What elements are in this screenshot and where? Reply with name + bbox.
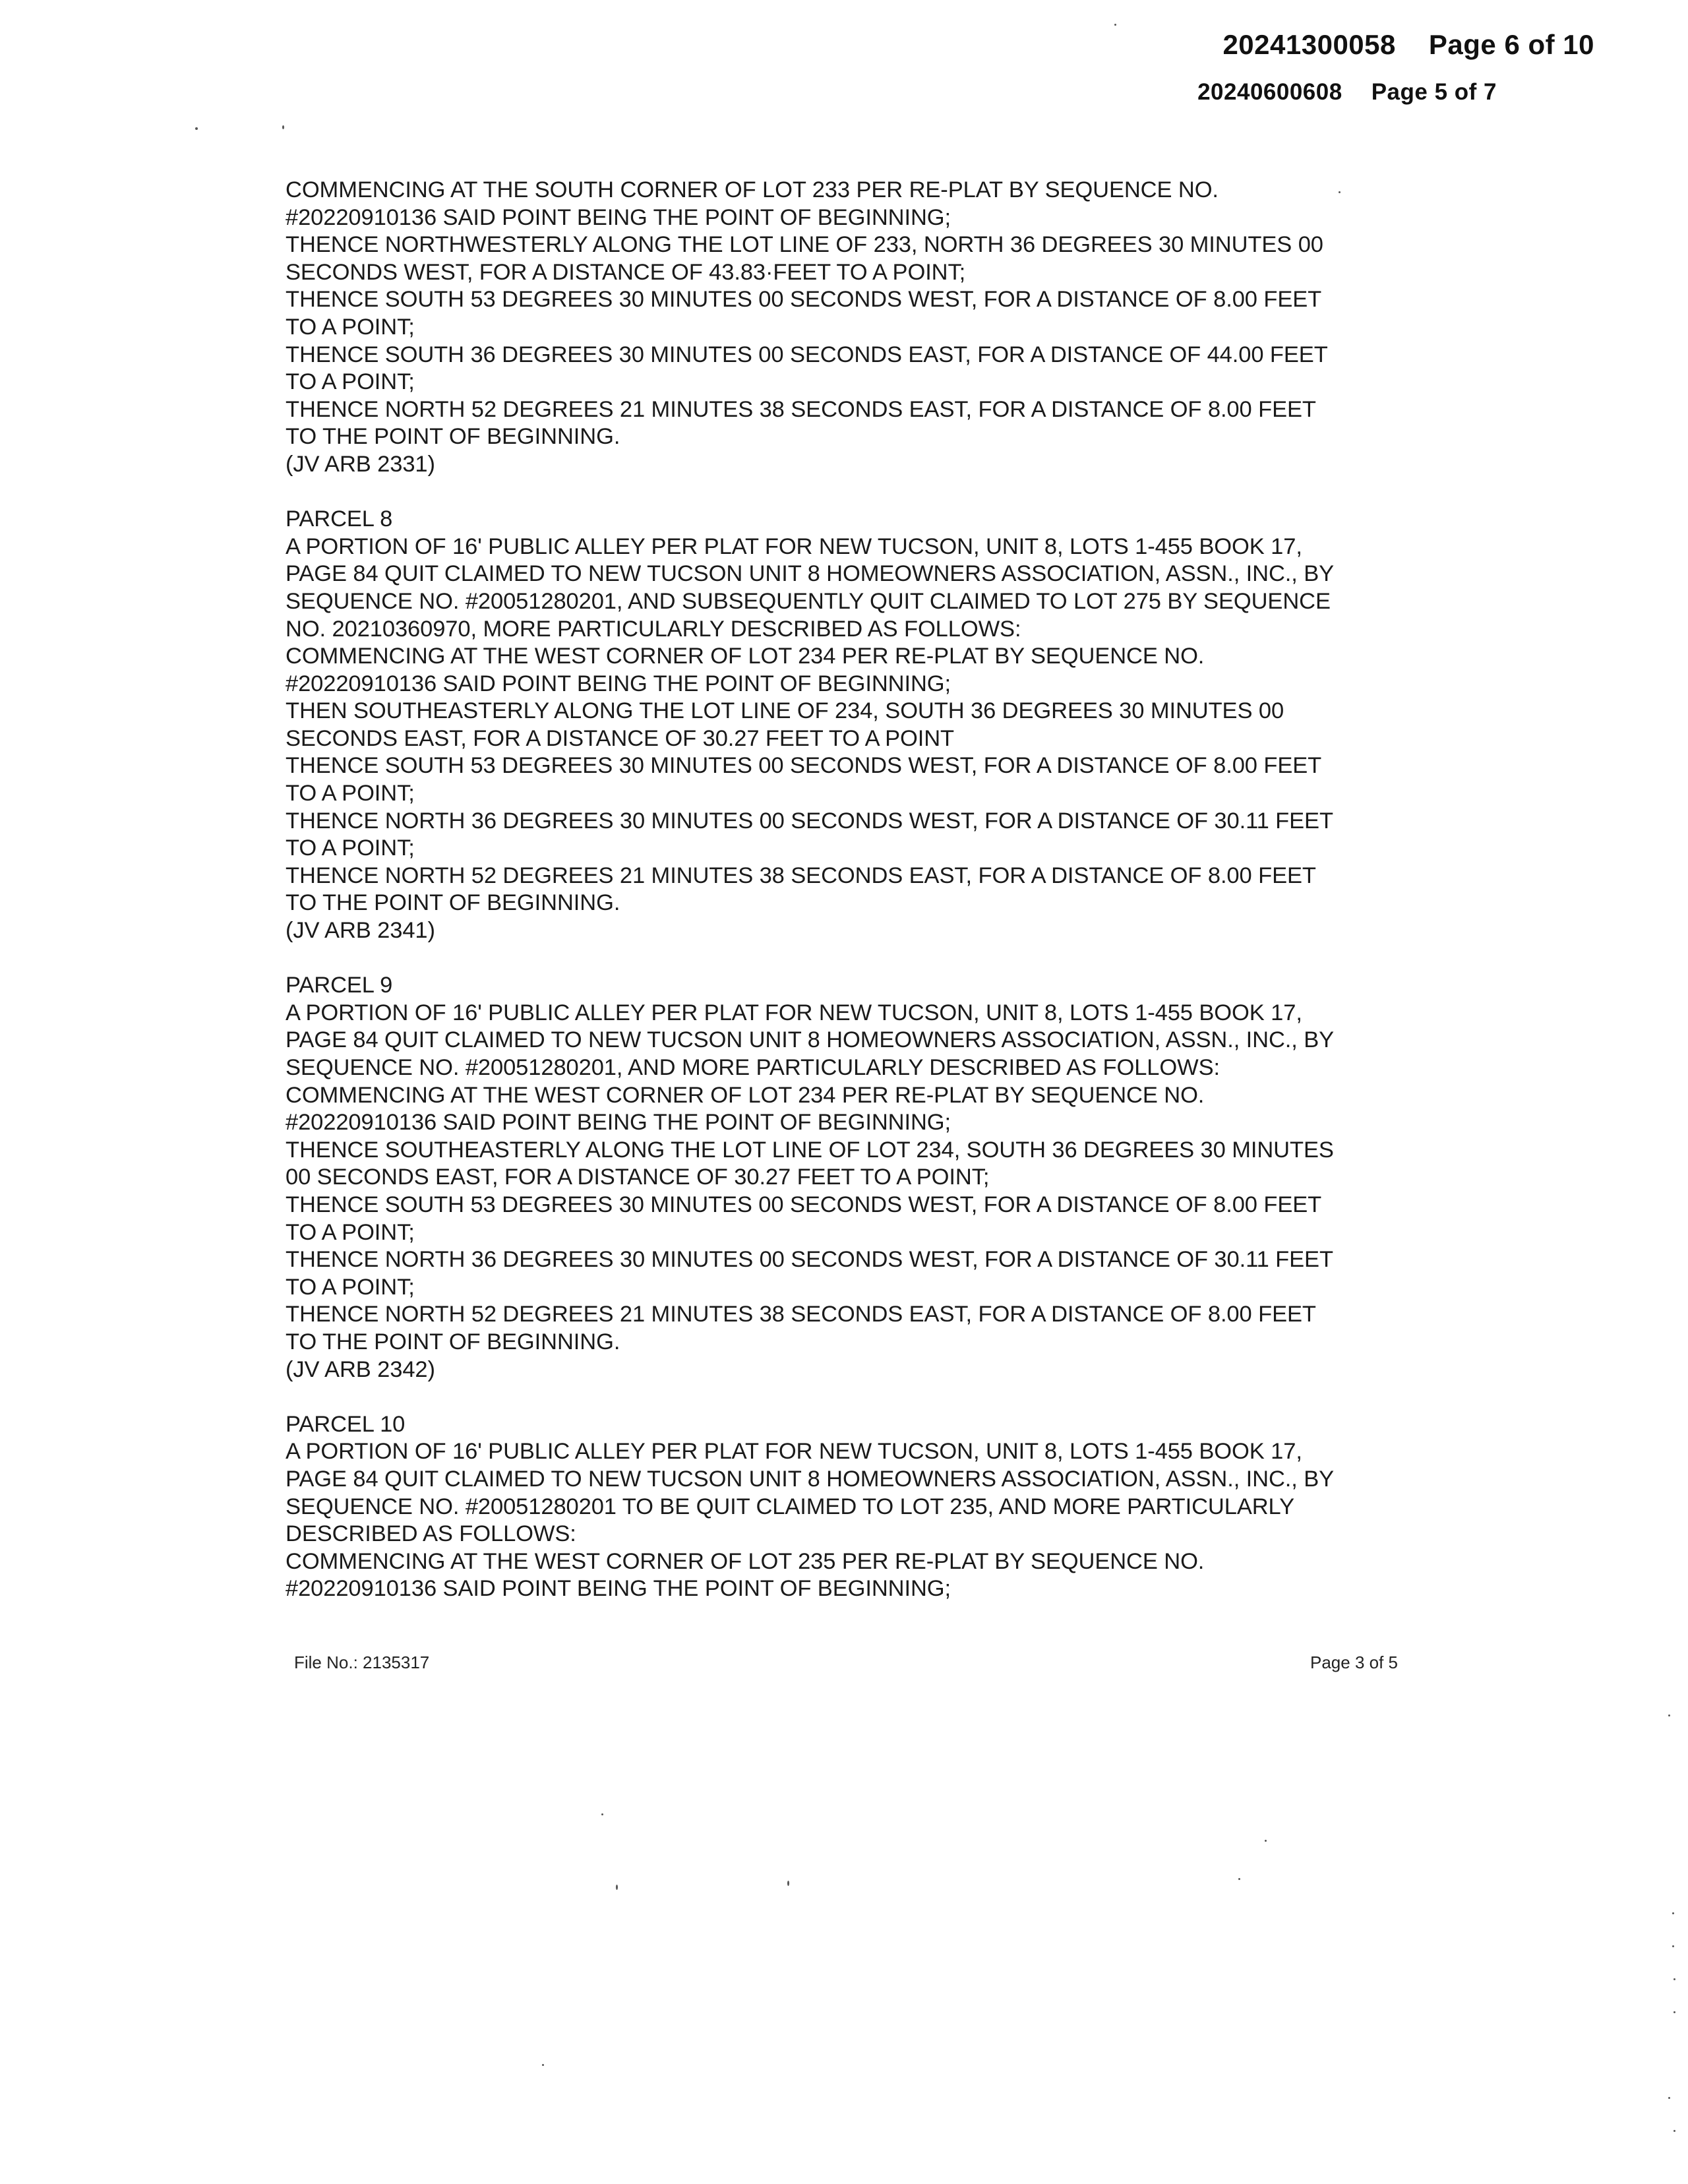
text-line: TO THE POINT OF BEGINNING. [286,890,620,916]
text-line: SECONDS WEST, FOR A DISTANCE OF 43.83·FEET TO A POINT; [286,259,966,285]
text-line: DESCRIBED AS FOLLOWS: [286,1521,576,1547]
text-line: TO A POINT; [286,369,415,395]
text-line: A PORTION OF 16' PUBLIC ALLEY PER PLAT FOR NEW TUCSON, UNIT 8, LOTS 1-455 BOOK 17, [286,533,1302,559]
scan-speck [195,127,198,130]
text-line: TO A POINT; [286,1219,415,1245]
text-line: PAGE 84 QUIT CLAIMED TO NEW TUCSON UNIT 8 HOMEOWNERS ASSOCIATION, ASSN., INC., BY [286,1027,1335,1053]
recording-number-primary: 20241300058 [1222,29,1396,60]
text-line: (JV ARB 2341) [286,918,435,944]
scan-speck [1673,2011,1675,2013]
scan-speck [616,1885,618,1890]
text-line: (JV ARB 2331) [286,451,435,477]
scan-speck [1673,1978,1675,1980]
text-line: TO A POINT; [286,835,415,861]
recording-stamp-secondary [1197,79,1497,106]
text-line: THENCE SOUTH 36 DEGREES 30 MINUTES 00 SECONDS EAST, FOR A DISTANCE OF 44.00 FEET [286,342,1328,367]
text-line: THENCE NORTH 52 DEGREES 21 MINUTES 38 SECONDS EAST, FOR A DISTANCE OF 8.00 FEET [286,1302,1316,1327]
text-line: TO THE POINT OF BEGINNING. [286,1329,620,1354]
text-line: A PORTION OF 16' PUBLIC ALLEY PER PLAT FOR NEW TUCSON, UNIT 8, LOTS 1-455 BOOK 17, [286,1439,1302,1465]
recording-number-secondary: 20240600608 [1197,79,1342,105]
text-line: #20220910136 SAID POINT BEING THE POINT OF BEGINNING; [286,671,951,696]
scan-speck [1265,1840,1267,1842]
text-line: COMMENCING AT THE WEST CORNER OF LOT 234 PER RE-PLAT BY SEQUENCE NO. [286,644,1205,669]
scan-speck [1668,2097,1670,2099]
text-line: PARCEL 8 [286,506,393,532]
paragraph-block [286,177,1446,479]
text-line: SEQUENCE NO. #20051280201, AND MORE PARTICULARLY DESCRIBED AS FOLLOWS: [286,1055,1220,1080]
scan-speck [542,2064,544,2066]
text-line: THENCE NORTH 36 DEGREES 30 MINUTES 00 SECONDS WEST, FOR A DISTANCE OF 30.11 FEET [286,1247,1333,1273]
scan-speck [282,125,284,129]
text-line: #20220910136 SAID POINT BEING THE POINT OF BEGINNING; [286,204,951,230]
text-line: (JV ARB 2342) [286,1356,435,1382]
text-line: TO THE POINT OF BEGINNING. [286,424,620,450]
text-line: THENCE SOUTHEASTERLY ALONG THE LOT LINE OF LOT 234, SOUTH 36 DEGREES 30 MINUTES [286,1137,1334,1163]
scan-speck [1114,24,1116,26]
text-line: THENCE NORTH 52 DEGREES 21 MINUTES 38 SECONDS EAST, FOR A DISTANCE OF 8.00 FEET [286,863,1316,888]
text-line: THENCE SOUTH 53 DEGREES 30 MINUTES 00 SECONDS WEST, FOR A DISTANCE OF 8.00 FEET [286,287,1322,313]
scan-speck [1668,1714,1670,1716]
footer-file-number: File No.: 2135317 [294,1653,430,1672]
paragraph-block [286,506,1446,945]
text-line: #20220910136 SAID POINT BEING THE POINT OF BEGINNING; [286,1110,951,1136]
text-line: A PORTION OF 16' PUBLIC ALLEY PER PLAT FOR NEW TUCSON, UNIT 8, LOTS 1-455 BOOK 17, [286,1000,1302,1025]
scan-speck [1672,1912,1674,1914]
scan-speck [787,1881,789,1886]
scan-speck [1238,1878,1240,1880]
text-line: THENCE NORTHWESTERLY ALONG THE LOT LINE OF 233, NORTH 36 DEGREES 30 MINUTES 00 [286,232,1323,258]
text-line: TO A POINT; [286,781,415,806]
text-line: COMMENCING AT THE SOUTH CORNER OF LOT 233 PER RE-PLAT BY SEQUENCE NO. [286,177,1219,202]
text-line: SECONDS EAST, FOR A DISTANCE OF 30.27 FEET TO A POINT [286,725,955,751]
scan-speck [1672,1945,1674,1947]
text-line: PARCEL 9 [286,973,393,998]
scan-speck [1673,2130,1675,2132]
paragraph-block [286,972,1446,1383]
text-line: 00 SECONDS EAST, FOR A DISTANCE OF 30.27 FEET TO A POINT; [286,1165,990,1190]
text-line: SEQUENCE NO. #20051280201, AND SUBSEQUENTLY QUIT CLAIMED TO LOT 275 BY SEQUENCE [286,588,1331,614]
text-line: PARCEL 10 [286,1411,406,1437]
text-line: COMMENCING AT THE WEST CORNER OF LOT 235 PER RE-PLAT BY SEQUENCE NO. [286,1548,1205,1574]
scan-speck [601,1813,603,1815]
page-indicator-primary: Page 6 of 10 [1428,29,1594,60]
legal-description-body [286,177,1446,1603]
page-indicator-secondary: Page 5 of 7 [1371,79,1497,105]
text-line: COMMENCING AT THE WEST CORNER OF LOT 234 PER RE-PLAT BY SEQUENCE NO. [286,1082,1205,1108]
text-line: THENCE SOUTH 53 DEGREES 30 MINUTES 00 SECONDS WEST, FOR A DISTANCE OF 8.00 FEET [286,1192,1322,1217]
text-line: THENCE SOUTH 53 DEGREES 30 MINUTES 00 SECONDS WEST, FOR A DISTANCE OF 8.00 FEET [286,753,1322,779]
recording-stamp-primary [1222,29,1594,61]
text-line: TO A POINT; [286,1274,415,1300]
text-line: THENCE NORTH 36 DEGREES 30 MINUTES 00 SECONDS WEST, FOR A DISTANCE OF 30.11 FEET [286,808,1333,834]
text-line: THEN SOUTHEASTERLY ALONG THE LOT LINE OF 234, SOUTH 36 DEGREES 30 MINUTES 00 [286,698,1284,724]
text-line: PAGE 84 QUIT CLAIMED TO NEW TUCSON UNIT 8 HOMEOWNERS ASSOCIATION, ASSN., INC., BY [286,1466,1335,1492]
scan-speck [1339,191,1341,193]
text-line: NO. 20210360970, MORE PARTICULARLY DESCRIBED AS FOLLOWS: [286,616,1021,642]
text-line: SEQUENCE NO. #20051280201 TO BE QUIT CLAIMED TO LOT 235, AND MORE PARTICULARLY [286,1494,1294,1519]
text-line: PAGE 84 QUIT CLAIMED TO NEW TUCSON UNIT 8 HOMEOWNERS ASSOCIATION, ASSN., INC., BY [286,561,1335,587]
text-line: #20220910136 SAID POINT BEING THE POINT OF BEGINNING; [286,1576,951,1602]
text-line: TO A POINT; [286,314,415,340]
footer-page-number: Page 3 of 5 [1310,1653,1398,1672]
paragraph-block [286,1411,1446,1603]
text-line: THENCE NORTH 52 DEGREES 21 MINUTES 38 SECONDS EAST, FOR A DISTANCE OF 8.00 FEET [286,396,1316,422]
